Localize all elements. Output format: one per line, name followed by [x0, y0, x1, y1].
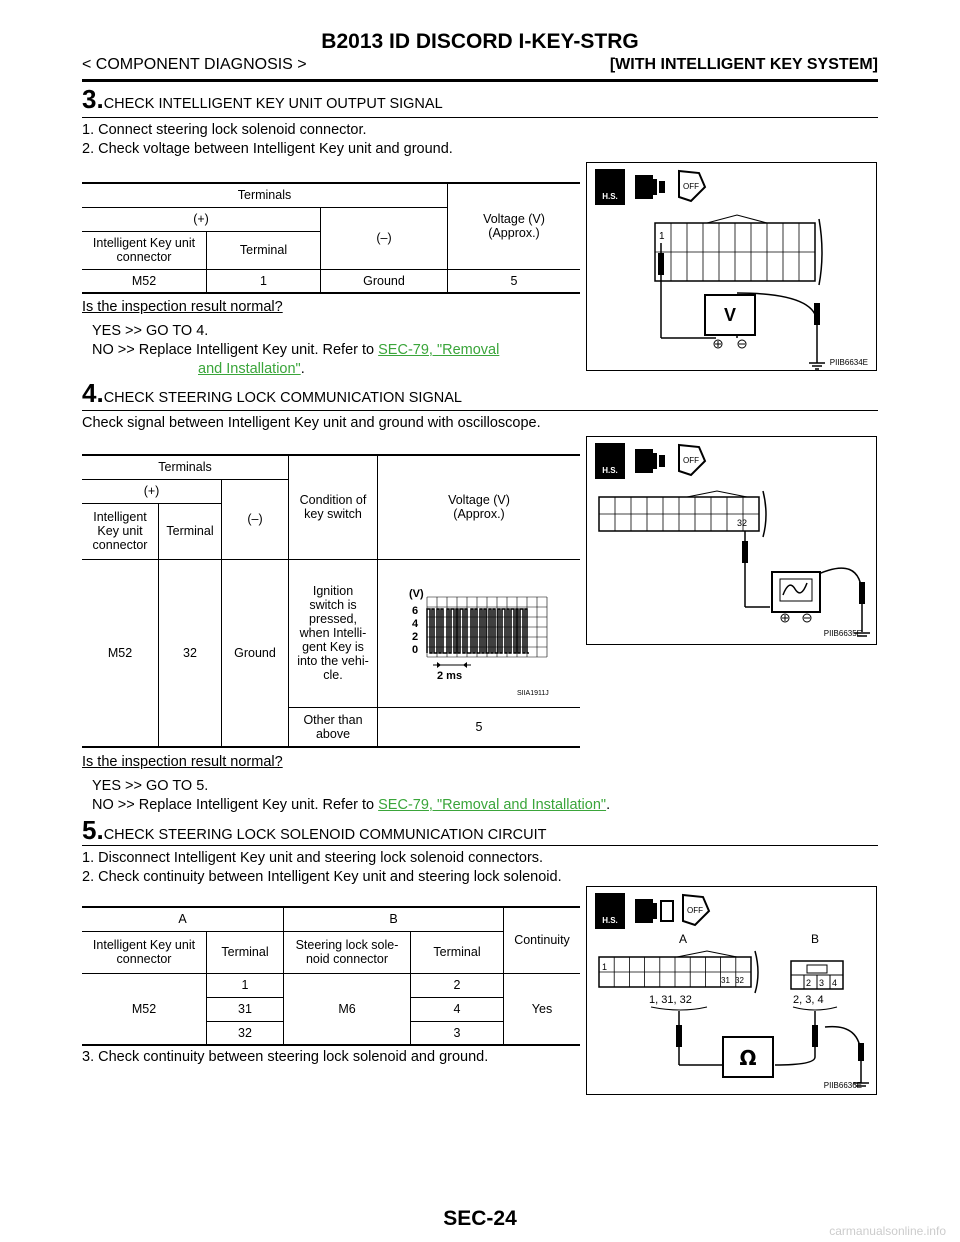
cell-result: Yes — [504, 973, 581, 1045]
th-terminals: Terminals — [82, 455, 289, 479]
th-term-b: Terminal — [411, 931, 504, 973]
th-minus: (–) — [321, 207, 448, 269]
svg-text:OFF: OFF — [687, 906, 703, 915]
step3-number: 3. — [82, 84, 104, 114]
figure-continuity-check — [586, 886, 877, 1095]
step5-line1: 1. Disconnect Intelligent Key unit and steering lock solenoid connectors. — [82, 850, 544, 866]
th-conn-a: Intelligent Key unit connector — [82, 931, 207, 973]
step3-rule — [82, 117, 878, 118]
step4-ref-link[interactable]: SEC-79, "Removal and Installation" — [378, 797, 607, 813]
step3-yes: YES >> GO TO 4. — [92, 323, 209, 339]
step5-heading — [82, 815, 547, 846]
th-plus: (+) — [82, 207, 321, 231]
th-terminal: Terminal — [159, 503, 222, 559]
step3-ref-link-cont[interactable]: and Installation" — [198, 361, 301, 377]
voltage-check-diagram — [587, 163, 876, 370]
figure-oscilloscope-check — [586, 436, 877, 645]
th-voltage: Voltage (V) (Approx.) — [378, 455, 581, 559]
oscilloscope-icon — [772, 572, 820, 622]
svg-text:0: 0 — [412, 643, 419, 656]
hs-icon — [595, 443, 625, 479]
oscilloscope-check-diagram — [587, 437, 876, 644]
cell-connector: M52 — [82, 559, 159, 747]
step3-line1: 1. Connect steering lock solenoid connector. — [82, 122, 367, 138]
cell-conn-a: M52 — [82, 973, 207, 1045]
svg-text:B: B — [811, 932, 820, 946]
cell-minus: Ground — [321, 269, 448, 293]
svg-text:Ω: Ω — [739, 1046, 757, 1070]
step4-title: CHECK STEERING LOCK COMMUNICATION SIGNAL — [103, 390, 462, 406]
svg-text:2: 2 — [806, 978, 812, 988]
step5-title: CHECK STEERING LOCK SOLENOID COMMUNICATION CIRCUIT — [103, 827, 547, 843]
step3-ref-link[interactable]: SEC-79, "Removal — [378, 342, 500, 358]
cell-conn-b: M6 — [284, 973, 411, 1045]
figure-voltage-check — [586, 162, 877, 371]
svg-text:OFF: OFF — [683, 182, 699, 191]
connector-pair-icon — [635, 899, 673, 923]
connector-face — [599, 491, 766, 537]
step5-number: 5. — [82, 815, 104, 845]
connector-icon — [635, 175, 665, 199]
ohmmeter-icon — [723, 1037, 773, 1077]
cell-term-a: 1 — [207, 973, 284, 997]
step3-no-cont: and Installation". — [198, 361, 305, 377]
cell-term-b: 2 — [411, 973, 504, 997]
step3-title: CHECK INTELLIGENT KEY UNIT OUTPUT SIGNAL — [103, 96, 443, 112]
th-a: A — [82, 907, 284, 931]
svg-text:H.S.: H.S. — [602, 466, 618, 475]
ignition-off-icon — [679, 445, 705, 475]
th-voltage: Voltage (V) (Approx.) — [448, 183, 581, 269]
step3-heading — [82, 84, 443, 115]
step4-yes: YES >> GO TO 5. — [92, 778, 209, 794]
connector-a-face — [599, 951, 758, 993]
cell-term-a: 32 — [207, 1021, 284, 1045]
svg-text:2: 2 — [412, 630, 419, 643]
th-term-a: Terminal — [207, 931, 284, 973]
hs-icon — [595, 893, 625, 929]
step3-no — [92, 341, 592, 360]
th-condition: Condition of key switch — [289, 455, 378, 559]
th-continuity: Continuity — [504, 907, 581, 973]
th-terminals: Terminals — [82, 183, 448, 207]
page-title: B2013 ID DISCORD I-KEY-STRG — [321, 30, 639, 53]
cell-voltage-2: 5 — [378, 707, 581, 747]
cell-terminal: 32 — [159, 559, 222, 747]
variant-label: [WITH INTELLIGENT KEY SYSTEM] — [609, 56, 878, 73]
hs-icon — [595, 169, 625, 205]
svg-text:SIIA1911J: SIIA1911J — [517, 689, 549, 697]
step4-no-text: NO >> Replace Intelligent Key unit. Refer to — [92, 797, 379, 813]
figure3-code: PIIB6636E — [823, 1081, 862, 1090]
connector-b-face — [791, 961, 843, 989]
svg-text:1: 1 — [659, 231, 665, 242]
step4-no: NO >> Replace Intelligent Key unit. Refer to SEC-79, "Removal and Installation". — [92, 797, 611, 813]
step5-line3: 3. Check continuity between steering lock solenoid and ground. — [82, 1049, 489, 1065]
svg-text:OFF: OFF — [683, 456, 699, 465]
svg-text:32: 32 — [737, 518, 748, 528]
th-minus: (–) — [222, 479, 289, 559]
svg-text:2, 3, 4: 2, 3, 4 — [793, 994, 824, 1006]
step5-continuity-table — [82, 906, 580, 1046]
connector-face — [655, 215, 822, 285]
step5-rule — [82, 845, 878, 846]
svg-text:V: V — [723, 305, 737, 325]
th-terminal: Terminal — [207, 231, 321, 269]
oscilloscope-waveform — [399, 567, 559, 697]
step3-voltage-table — [82, 182, 580, 294]
th-conn-b: Steering lock sole- noid connector — [284, 931, 411, 973]
step4-signal-table — [82, 454, 580, 748]
figure2-code: PIIB6635E — [823, 629, 862, 638]
step4-rule — [82, 410, 878, 411]
section-label: < COMPONENT DIAGNOSIS > — [82, 56, 307, 73]
cell-connector: M52 — [82, 269, 207, 293]
step4-number: 4. — [82, 378, 104, 408]
svg-text:31: 31 — [721, 976, 730, 985]
voltmeter-icon — [705, 295, 755, 348]
svg-text:3: 3 — [819, 978, 825, 988]
cell-waveform — [378, 559, 581, 707]
svg-text:H.S.: H.S. — [602, 916, 618, 925]
continuity-check-diagram — [587, 887, 876, 1094]
step4-line1: Check signal between Intelligent Key unit and ground with oscilloscope. — [82, 415, 541, 431]
svg-text:4: 4 — [832, 978, 838, 988]
svg-text:1: 1 — [602, 962, 608, 972]
page-number: SEC-24 — [443, 1207, 517, 1230]
cell-minus: Ground — [222, 559, 289, 747]
cell-condition-1: Ignition switch is pressed, when Intelli- gent Key is into the vehi- cle. — [289, 559, 378, 707]
svg-text:6: 6 — [412, 604, 419, 617]
cell-term-b: 3 — [411, 1021, 504, 1045]
svg-text:4: 4 — [412, 617, 419, 630]
ignition-off-icon — [679, 171, 705, 201]
th-plus: (+) — [82, 479, 222, 503]
figure1-code: PIIB6634E — [829, 358, 868, 367]
svg-text:1, 31, 32: 1, 31, 32 — [649, 994, 692, 1006]
step5-line2: 2. Check continuity between Intelligent Key unit and steering lock solenoid. — [82, 869, 562, 885]
cell-condition-2: Other than above — [289, 707, 378, 747]
svg-text:2 ms: 2 ms — [437, 669, 463, 682]
step3-line2: 2. Check voltage between Intelligent Key unit and ground. — [82, 141, 453, 157]
ignition-off-icon — [683, 895, 709, 925]
th-connector: Intelligent Key unit connector — [82, 231, 207, 269]
connector-icon — [635, 449, 665, 473]
cell-voltage: 5 — [510, 273, 518, 288]
th-b: B — [284, 907, 504, 931]
step3-no-text: NO >> Replace Intelligent Key unit. Refer to — [92, 342, 379, 358]
svg-text:A: A — [679, 932, 688, 946]
step3-question: Is the inspection result normal? — [82, 299, 283, 315]
cell-term-b: 4 — [411, 997, 504, 1021]
header-rule — [82, 79, 878, 82]
watermark: carmanualsonline.info — [829, 1224, 946, 1238]
cell-terminal: 1 — [207, 269, 321, 293]
th-connector: Intelligent Key unit connector — [82, 503, 159, 559]
step4-question: Is the inspection result normal? — [82, 754, 283, 770]
svg-text:32: 32 — [735, 976, 744, 985]
svg-text:H.S.: H.S. — [602, 192, 618, 201]
svg-text:(V): (V) — [409, 587, 424, 600]
step4-heading — [82, 378, 462, 409]
cell-term-a: 31 — [207, 997, 284, 1021]
